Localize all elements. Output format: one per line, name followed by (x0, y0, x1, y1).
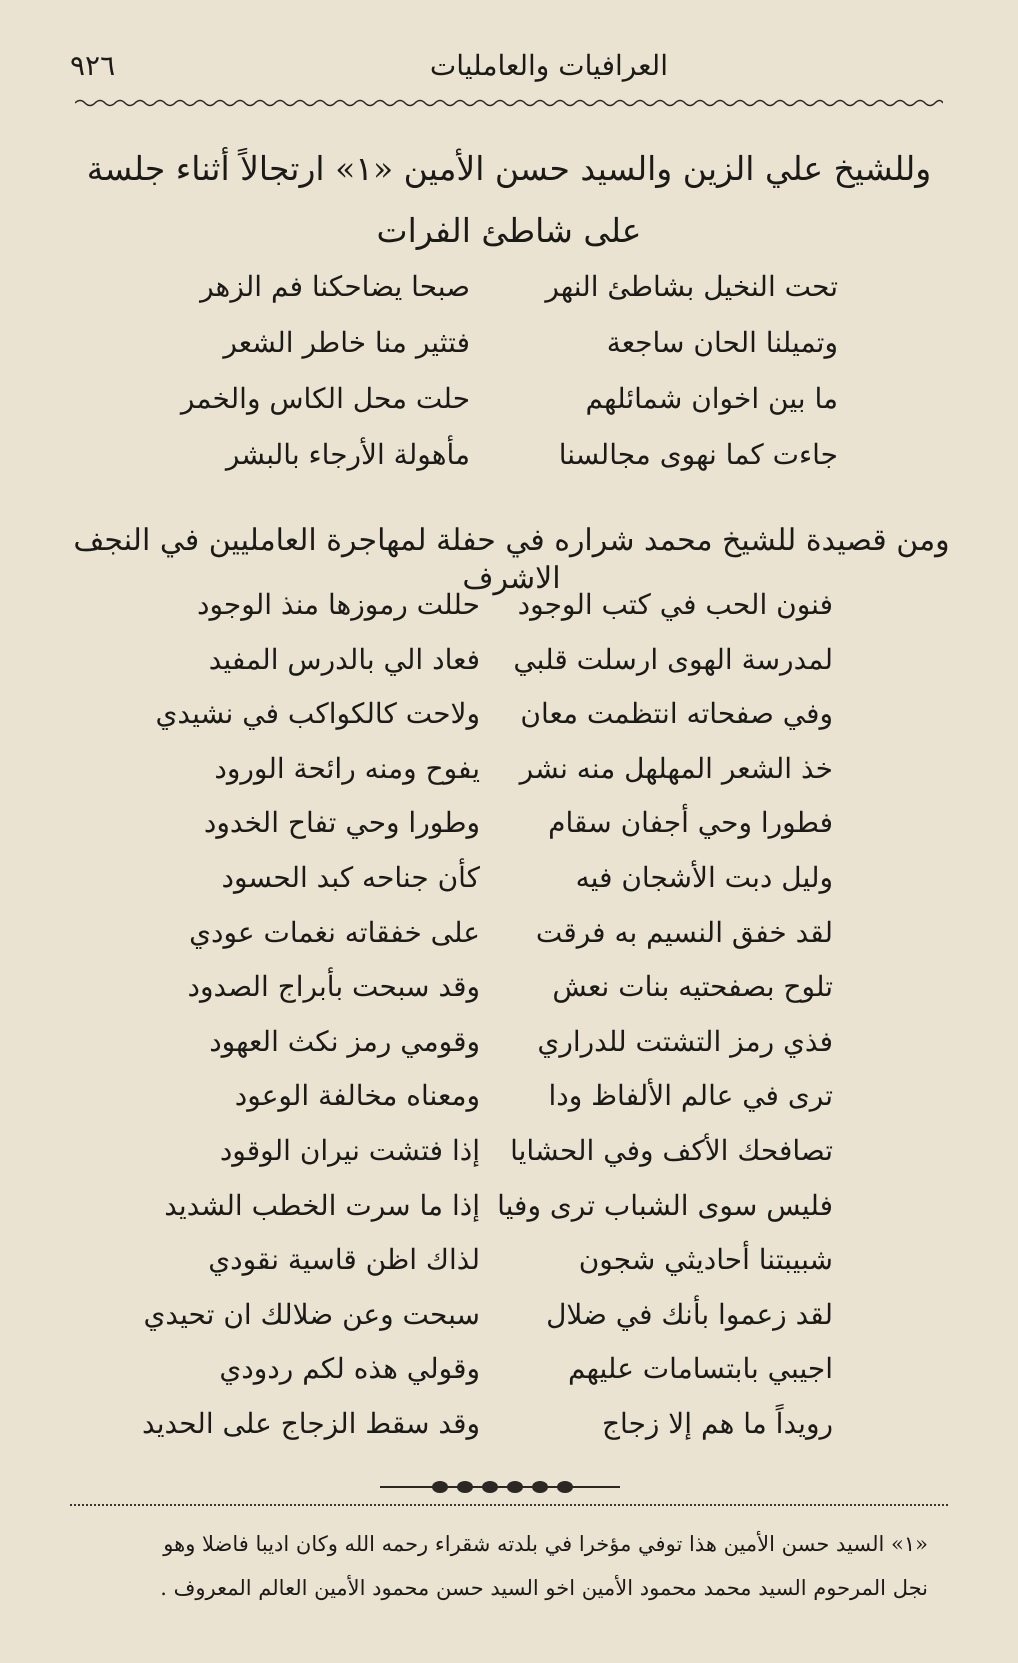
verse-first-hemistich: وتميلنا الحان ساجعة (606, 326, 838, 359)
verse-second-hemistich: حللت رموزها منذ الوجود (196, 588, 480, 621)
verse-row (160, 752, 833, 807)
verse-second-hemistich: وقولي هذه لكم ردودي (219, 1352, 480, 1386)
verse-second-hemistich: حلت محل الكاس والخمر (180, 382, 470, 415)
verse-second-hemistich: إذا ما سرت الخطب الشديد (164, 1188, 480, 1222)
section2-heading: ومن قصيدة للشيخ محمد شراره في حفلة لمهاجرة العامليين في النجف الاشرف (73, 523, 950, 596)
verse-row (160, 1352, 833, 1407)
ornament-divider (380, 1472, 620, 1502)
verse-row (160, 970, 833, 1025)
verse-row (143, 1297, 833, 1353)
verse-first-hemistich: ما بين اخوان شمائلهم (585, 382, 838, 415)
verse-second-hemistich: مأهولة الأرجاء بالبشر (225, 438, 470, 471)
running-title: العرافيات والعامليات (429, 48, 668, 82)
verse-second-hemistich: وقد سبحت بأبراج الصدود (187, 970, 480, 1004)
verse-row (150, 438, 838, 494)
verse-second-hemistich: سبحت وعن ضلالك ان تحيدي (143, 1297, 480, 1331)
page-header (70, 40, 948, 90)
verse-first-hemistich: لقد خفق النسيم به فرقت (535, 915, 833, 949)
verse-second-hemistich: لذاك اظن قاسية نقودي (208, 1243, 480, 1277)
verse-row (160, 1134, 833, 1189)
verse-first-hemistich: لمدرسة الهوى ارسلت قلبي (513, 642, 833, 676)
verse-first-hemistich: وفي صفحاته انتظمت معان (520, 697, 833, 731)
verse-first-hemistich: وليل دبت الأشجان فيه (575, 860, 833, 894)
verse-first-hemistich: تلوح بصفحتيه بنات نعش (552, 970, 833, 1004)
verse-row (160, 1243, 833, 1298)
verse-first-hemistich: تحت النخيل بشاطئ النهر (545, 270, 838, 303)
verse-first-hemistich: خذ الشعر المهلهل منه نشر (519, 751, 833, 785)
verse-first-hemistich: فطورا وحي أجفان سقام (548, 806, 833, 840)
verse-row (160, 861, 833, 916)
section2-poem (142, 588, 833, 1462)
verse-row (142, 1406, 833, 1462)
verse-second-hemistich: وقد سقط الزجاج على الحديد (142, 1406, 480, 1440)
footnote-line: نجل المرحوم السيد محمد محمود الأمين اخو السيد حسن محمود الأمين العالم المعروف . (160, 1576, 928, 1600)
verse-second-hemistich: فعاد الي بالدرس المفيد (208, 642, 480, 676)
verse-row (160, 1025, 833, 1080)
page-number: ٩٢٦ (70, 48, 116, 82)
verse-second-hemistich: ومعناه مخالفة الوعود (234, 1079, 480, 1113)
verse-first-hemistich: فنون الحب في كتب الوجود (517, 588, 833, 621)
verse-first-hemistich: ترى في عالم الألفاظ ودا (548, 1079, 833, 1113)
verse-row (160, 806, 833, 861)
verse-row (150, 270, 838, 326)
verse-row (155, 697, 833, 752)
footnote-line: «١» السيد حسن الأمين هذا توفي مؤخرا في بلدته شقراء رحمه الله وكان اديبا فاضلا وهو (163, 1532, 928, 1556)
verse-second-hemistich: فتثير منا خاطر الشعر (223, 326, 470, 359)
footnote (55, 1522, 928, 1610)
header-rule (75, 98, 943, 108)
verse-first-hemistich: جاءت كما نهوى مجالسنا (558, 438, 838, 471)
verse-row (160, 1189, 833, 1244)
verse-second-hemistich: ولاحت كالكواكب في نشيدي (155, 697, 480, 731)
verse-second-hemistich: كأن جناحه كبد الحسود (221, 860, 480, 894)
section1-heading-line1: وللشيخ علي الزين والسيد حسن الأمين «١» ارتجالاً أثناء جلسة (86, 149, 932, 188)
verse-second-hemistich: إذا فتشت نيران الوقود (219, 1133, 480, 1167)
verse-first-hemistich: شبيبتنا أحاديثي شجون (578, 1243, 833, 1277)
verse-row (160, 1079, 833, 1134)
verse-row (150, 326, 838, 382)
verse-row (160, 916, 833, 971)
verse-first-hemistich: تصافحك الأكف وفي الحشايا (510, 1133, 833, 1167)
verse-second-hemistich: وقومي رمز نكث العهود (209, 1024, 480, 1058)
verse-second-hemistich: على خفقاته نغمات عودي (189, 915, 480, 949)
verse-first-hemistich: اجيبي بابتسامات عليهم (567, 1352, 833, 1386)
verse-second-hemistich: صبحا يضاحكنا فم الزهر (200, 270, 470, 303)
verse-second-hemistich: وطورا وحي تفاح الخدود (203, 806, 480, 840)
verse-first-hemistich: لقد زعموا بأنك في ضلال (546, 1297, 833, 1331)
footnote-rule (70, 1504, 948, 1506)
verse-first-hemistich: فليس سوى الشباب ترى وفيا (497, 1188, 833, 1222)
verse-first-hemistich: رويداً ما هم إلا زجاج (601, 1406, 833, 1440)
verse-row (160, 588, 833, 643)
verse-row (160, 643, 833, 698)
verse-second-hemistich: يفوح ومنه رائحة الورود (214, 751, 480, 785)
verse-row (150, 382, 838, 438)
section1-poem (150, 270, 838, 494)
section1-heading-line2: على شاطئ الفرات (376, 211, 642, 250)
verse-first-hemistich: فذي رمز التشتت للدراري (537, 1024, 833, 1058)
